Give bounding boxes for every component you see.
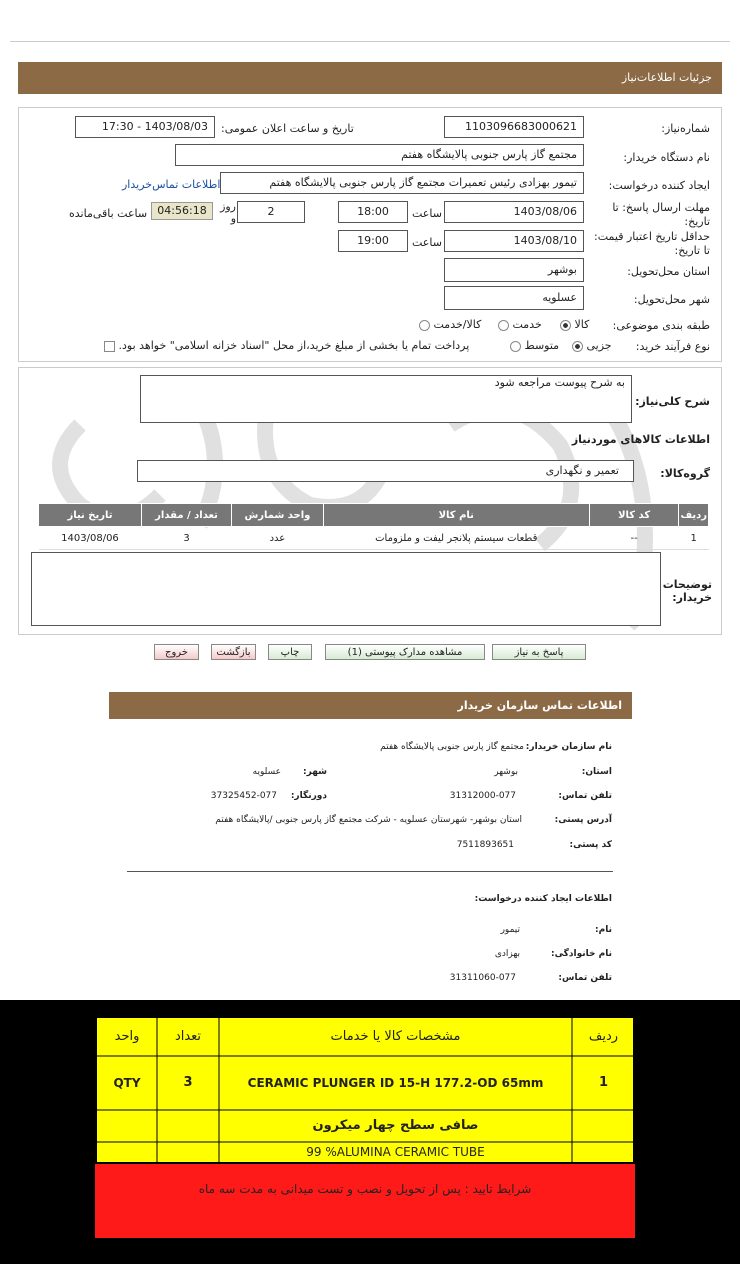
contact-city-label: شهر: xyxy=(303,767,327,777)
province-field: بوشهر xyxy=(444,258,584,282)
top-divider xyxy=(10,41,730,42)
table-row xyxy=(39,527,709,550)
treasury-payment-checkbox[interactable] xyxy=(104,339,469,352)
days-field: 2 xyxy=(237,201,305,223)
approval-condition-text: شرایط تایید : پس از تحویل و نصب و تست میدانی به مدت سه ماه xyxy=(198,1182,532,1196)
cell-qty: 3 xyxy=(141,527,231,550)
contact-postal-label: کد پستی: xyxy=(569,840,612,850)
goods-info-title: اطلاعات کالاهای موردنیاز xyxy=(571,433,710,446)
spec-qty: 3 xyxy=(183,1075,193,1090)
contact-org-label: نام سازمان خریدار: xyxy=(525,742,612,752)
contact-province-value: بوشهر xyxy=(494,767,518,777)
category-option-goods[interactable] xyxy=(560,318,589,331)
contact-city-value: عسلویه xyxy=(252,767,281,777)
contact-org-value: مجتمع گاز پارس جنوبی پالایشگاه هفتم xyxy=(380,742,524,752)
page-header: جزئیات اطلاعات‌نیاز xyxy=(18,62,722,94)
reply-time-label: ساعت xyxy=(412,207,442,220)
contact-postal-value: 7511893651 xyxy=(456,840,514,850)
radio-icon xyxy=(498,320,509,331)
col-date: تاریخ نیاز xyxy=(39,504,142,527)
buyer-notes-field xyxy=(31,552,661,626)
days-label: روز و xyxy=(220,200,236,225)
print-button[interactable]: چاپ xyxy=(268,644,312,660)
cell-date: 1403/08/06 xyxy=(39,527,142,550)
creator-phone-value: 31311060-077 xyxy=(449,973,516,983)
col-row: ردیف xyxy=(679,504,709,527)
cell-unit: عدد xyxy=(232,527,324,550)
process-option-label: جزیی xyxy=(586,339,612,352)
col-code: کد کالا xyxy=(589,504,679,527)
col-qty: تعداد / مقدار xyxy=(141,504,231,527)
category-option-service[interactable] xyxy=(498,318,542,331)
process-option-label: متوسط xyxy=(524,339,560,352)
approval-condition-box xyxy=(95,1164,635,1238)
price-time-label: ساعت xyxy=(412,236,442,249)
spec-item-name: CERAMIC PLUNGER ID 15-H 177.2-OD 65mm xyxy=(247,1076,544,1090)
reply-date-field: 1403/08/06 xyxy=(444,201,584,223)
radio-icon xyxy=(510,341,521,352)
contact-province-label: استان: xyxy=(581,767,612,777)
category-option-label: کالا/خدمت xyxy=(433,318,482,331)
contact-phone-value: 31312000-077 xyxy=(449,791,516,801)
remaining-timer: 04:56:18 xyxy=(151,202,213,220)
spec-note-surface: صافی سطح چهار میکرون xyxy=(312,1118,479,1133)
city-field: عسلویه xyxy=(444,286,584,310)
creator-last-name-label: نام خانوادگی: xyxy=(550,949,612,959)
reply-button[interactable]: پاسخ به نیاز xyxy=(492,644,586,660)
remaining-label: ساعت باقی‌مانده xyxy=(69,207,148,220)
creator-last-name-value: بهزادی xyxy=(494,949,520,959)
price-time-field: 19:00 xyxy=(338,230,408,252)
cell-row: 1 xyxy=(679,527,709,550)
creator-first-name-value: تیمور xyxy=(500,925,520,935)
contact-fax-value: 37325452-077 xyxy=(210,791,277,801)
category-option-label: کالا xyxy=(574,318,590,331)
spec-header-row: ردیف xyxy=(588,1029,619,1044)
spec-table xyxy=(95,1016,635,1164)
process-option-minor[interactable] xyxy=(572,339,612,352)
contact-address-label: آدرس پستی: xyxy=(554,815,612,825)
category-label: طبقه بندی موضوعی: xyxy=(612,319,710,332)
contact-divider xyxy=(127,871,613,872)
creator-first-name-label: نام: xyxy=(595,925,612,935)
spec-header-unit: واحد xyxy=(114,1029,140,1044)
announce-date-label: تاریخ و ساعت اعلان عمومی: xyxy=(221,122,354,135)
creator-info-title: اطلاعات ایجاد کننده درخواست: xyxy=(474,894,612,904)
creator-label: ایجاد کننده درخواست: xyxy=(608,179,710,192)
radio-icon xyxy=(419,320,430,331)
cell-name: قطعات سیستم پلانجر لیفت و ملزومات xyxy=(323,527,589,550)
checkbox-icon xyxy=(104,341,115,352)
contact-phone-label: تلفن تماس: xyxy=(558,791,612,801)
cell-code: -- xyxy=(589,527,679,550)
contact-fax-label: دورنگار: xyxy=(290,791,327,801)
summary-label: شرح کلی‌نیاز: xyxy=(635,395,710,408)
province-label: استان محل‌تحویل: xyxy=(627,265,710,278)
need-number-label: شماره‌نیاز: xyxy=(661,122,710,135)
buyer-org-field: مجتمع گاز پارس جنوبی پالایشگاه هفتم xyxy=(175,144,584,166)
process-option-medium[interactable] xyxy=(510,339,559,352)
goods-table xyxy=(38,503,709,550)
creator-field: تیمور بهزادی رئیس تعمیرات مجتمع گاز پارس جنوبی پالایشگاه هفتم xyxy=(220,172,584,194)
payment-note: پرداخت تمام یا بخشی از مبلغ خرید،از محل "اسناد خزانه اسلامی" خواهد بود. xyxy=(118,339,470,352)
need-number-field: 1103096683000621 xyxy=(444,116,584,138)
group-label: گروه‌کالا: xyxy=(660,467,710,480)
category-option-label: خدمت xyxy=(512,318,542,331)
view-documents-button[interactable]: مشاهده مدارک پیوستی (1) xyxy=(325,644,485,660)
summary-field: به شرح پیوست مراجعه شود xyxy=(140,375,632,423)
price-validity-label: حداقل تاریخ اعتبار قیمت: تا تاریخ: xyxy=(594,230,710,257)
buyer-contact-link[interactable]: اطلاعات تماس‌خریدار xyxy=(122,178,221,191)
radio-selected-icon xyxy=(572,341,583,352)
spec-note-material: 99 %ALUMINA CERAMIC TUBE xyxy=(306,1145,485,1159)
exit-button[interactable]: خروج xyxy=(154,644,199,660)
back-button[interactable]: بازگشت xyxy=(211,644,256,660)
group-field: تعمیر و نگهداری xyxy=(137,460,634,482)
radio-selected-icon xyxy=(560,320,571,331)
price-date-field: 1403/08/10 xyxy=(444,230,584,252)
buyer-notes-label: توضیحات خریدار: xyxy=(662,578,712,604)
category-option-both[interactable] xyxy=(419,318,481,331)
announce-date-field: 1403/08/03 - 17:30 xyxy=(75,116,215,138)
contact-address-value: استان بوشهر- شهرستان عسلویه - شرکت مجتمع گاز پارس جنوبی /پالایشگاه هفتم xyxy=(215,815,522,825)
reply-time-field: 18:00 xyxy=(338,201,408,223)
col-name: نام کالا xyxy=(323,504,589,527)
spec-header-desc: مشخصات کالا یا خدمات xyxy=(330,1029,461,1044)
creator-phone-label: تلفن تماس: xyxy=(558,973,612,983)
buyer-org-label: نام دستگاه خریدار: xyxy=(623,151,710,164)
contact-header: اطلاعات تماس سازمان خریدار xyxy=(109,692,632,719)
process-label: نوع فرآیند خرید: xyxy=(635,340,710,353)
city-label: شهر محل‌تحویل: xyxy=(633,293,710,306)
reply-deadline-label: مهلت ارسال پاسخ: تا تاریخ: xyxy=(612,201,710,228)
spec-unit: QTY xyxy=(113,1076,141,1090)
spec-row-number: 1 xyxy=(598,1075,609,1090)
spec-header-qty: تعداد xyxy=(174,1029,202,1044)
col-unit: واحد شمارش xyxy=(232,504,324,527)
